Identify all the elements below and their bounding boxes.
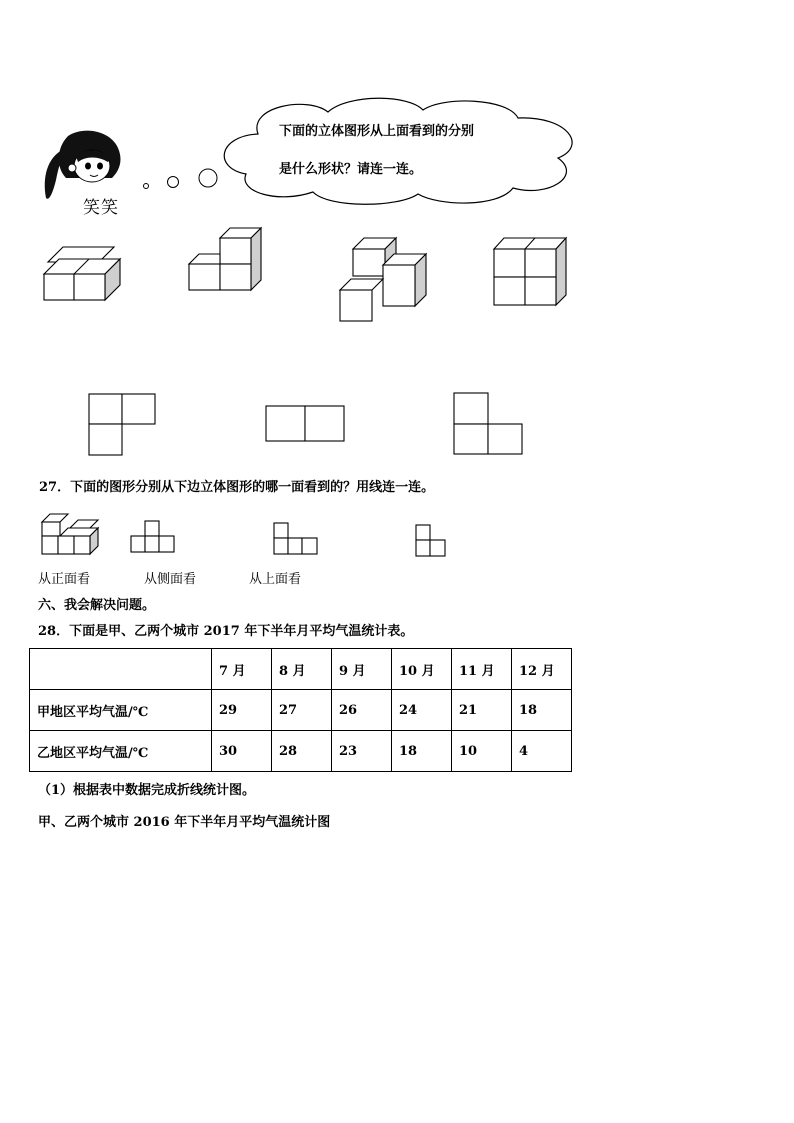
chart-title: 甲、乙两个城市 2016 年下半年月平均气温统计图 <box>38 815 331 830</box>
table-cell: 30 <box>212 731 272 772</box>
table-cell: 21 <box>452 690 512 731</box>
table-cell: 18 <box>392 731 452 772</box>
label-top-view: 从上面看 <box>249 572 302 587</box>
question-28-text: 28．下面是甲、乙两个城市 2017 年下半年月平均气温统计表。 <box>38 624 414 639</box>
question-28-sub-1: （1）根据表中数据完成折线统计图。 <box>38 783 256 798</box>
temperature-table <box>29 648 572 772</box>
table-header-cell: 10 月 <box>392 649 452 690</box>
table-cell: 24 <box>392 690 452 731</box>
bubble-line-1: 下面的立体图形从上面看到的分别 <box>279 124 475 139</box>
table-header-cell: 11 月 <box>452 649 512 690</box>
view-option-2 <box>265 405 347 443</box>
table-row <box>30 731 572 772</box>
table-header-cell: 7 月 <box>212 649 272 690</box>
table-cell: 4 <box>512 731 572 772</box>
table-header-cell <box>30 649 212 690</box>
table-cell: 甲地区平均气温/℃ <box>30 690 212 731</box>
table-cell: 乙地区平均气温/℃ <box>30 731 212 772</box>
thought-dots <box>140 166 220 192</box>
table-cell: 23 <box>332 731 392 772</box>
table-cell: 28 <box>272 731 332 772</box>
table-cell: 29 <box>212 690 272 731</box>
q27-view-a <box>130 520 178 554</box>
solid-figure-1 <box>43 247 123 302</box>
table-row <box>30 690 572 731</box>
q27-view-c <box>415 524 449 558</box>
solid-figure-3 <box>338 237 428 323</box>
section-6-title: 六、我会解决问题。 <box>38 598 156 613</box>
table-cell: 27 <box>272 690 332 731</box>
label-side-view: 从侧面看 <box>144 572 197 587</box>
table-header-cell: 9 月 <box>332 649 392 690</box>
view-option-3 <box>453 392 525 456</box>
table-cell: 26 <box>332 690 392 731</box>
question-27-text: 27．下面的图形分别从下边立体图形的哪一面看到的？用线连一连。 <box>39 480 435 495</box>
view-option-1 <box>88 393 158 457</box>
label-front-view: 从正面看 <box>38 572 91 587</box>
thought-bubble <box>218 96 583 206</box>
table-header-row <box>30 649 572 690</box>
solid-figure-4 <box>492 237 568 307</box>
q27-solid <box>40 512 102 556</box>
solid-figure-2 <box>188 228 263 302</box>
bubble-line-2: 是什么形状？请连一连。 <box>279 162 423 177</box>
q27-view-b <box>273 522 321 556</box>
table-header-cell: 8 月 <box>272 649 332 690</box>
table-header-cell: 12 月 <box>512 649 572 690</box>
table-cell: 18 <box>512 690 572 731</box>
table-cell: 10 <box>452 731 512 772</box>
girl-caption: 笑笑 <box>83 198 119 218</box>
